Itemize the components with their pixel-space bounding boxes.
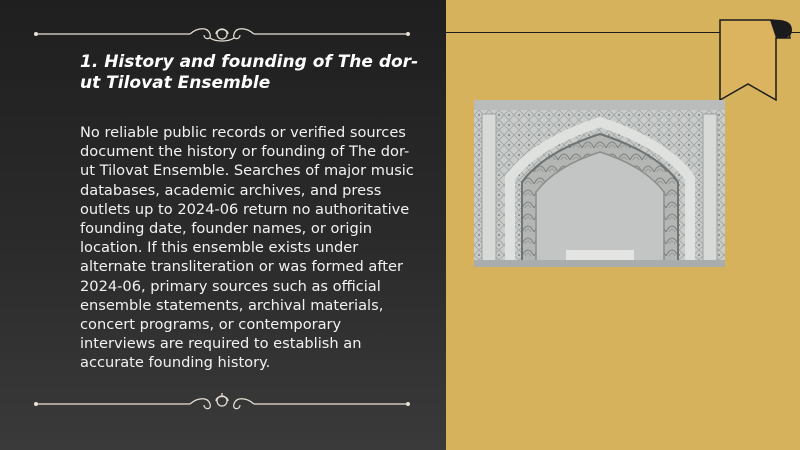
slide-body-text: No reliable public records or verified sources document the history or founding of The dor-ut Tilovat Ensemble. Searches of major music databases, academic archives, and press outlets up to 2024-06 return no authoritative founding date, founder names, or origin location. If this ensemble exists under alternate transliteration or was formed after 2024-06, primary sources such as official ensemble statements, archival materials, concert programs, or contemporary interviews are required to establish an accurate founding history. (80, 124, 414, 372)
top-ornament-divider-icon (30, 25, 414, 43)
bottom-ornament-divider-icon (30, 393, 414, 411)
archway-photo (474, 100, 725, 267)
slide-title: 1. History and founding of The dor-ut Tilovat Ensemble (80, 52, 419, 93)
bookmark-ribbon-icon (716, 16, 796, 102)
